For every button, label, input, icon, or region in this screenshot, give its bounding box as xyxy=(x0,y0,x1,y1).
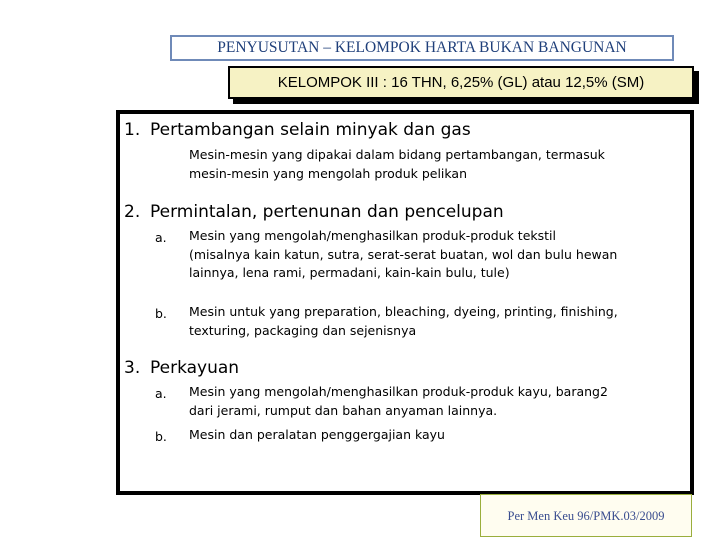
text-line: texturing, packaging dan sejenisnya xyxy=(189,322,417,338)
section-number: 2. xyxy=(124,202,141,222)
item-letter: b. xyxy=(155,306,167,321)
section-3-item-a xyxy=(189,383,608,420)
section-title: Perkayuan xyxy=(150,358,240,378)
item-letter: b. xyxy=(155,429,167,444)
item-letter: a. xyxy=(155,386,167,401)
text-line: (misalnya kain katun, sutra, serat-serat buatan, wol dan bulu hewan xyxy=(189,246,618,262)
section-3-item-b xyxy=(189,426,445,445)
item-letter: a. xyxy=(155,230,167,245)
section-title: Pertambangan selain minyak dan gas xyxy=(150,120,471,140)
text-line: mesin-mesin yang mengolah produk pelikan xyxy=(189,165,468,181)
page-title: PENYUSUTAN – KELOMPOK HARTA BUKAN BANGUNAN xyxy=(170,35,674,61)
section-1-text xyxy=(189,146,605,183)
text-line: Mesin yang mengolah/menghasilkan produk-produk kayu, barang2 xyxy=(189,384,608,399)
text-line: Mesin yang mengolah/menghasilkan produk-produk tekstil xyxy=(189,228,556,243)
section-number: 3. xyxy=(124,358,141,378)
section-heading-3 xyxy=(124,358,239,378)
section-heading-1 xyxy=(124,120,471,140)
section-number: 1. xyxy=(124,120,141,140)
group-subtitle: KELOMPOK III : 16 THN, 6,25% (GL) atau 12,5% (SM) xyxy=(228,66,694,99)
text-line: lainnya, lena rami, permadani, kain-kain bulu, tule) xyxy=(189,265,510,280)
section-title: Permintalan, pertenunan dan pencelupan xyxy=(150,202,504,222)
section-2-item-b xyxy=(189,303,618,340)
section-2-item-a xyxy=(189,227,617,283)
regulation-reference: Per Men Keu 96/PMK.03/2009 xyxy=(480,494,692,537)
text-line: Mesin untuk yang preparation, bleaching, dyeing, printing, finishing, xyxy=(189,304,618,319)
text-line: Mesin dan peralatan penggergajian kayu xyxy=(189,427,445,442)
section-heading-2 xyxy=(124,202,504,222)
text-line: dari jerami, rumput dan bahan anyaman lainnya. xyxy=(189,402,498,418)
text-line: Mesin-mesin yang dipakai dalam bidang pertambangan, termasuk xyxy=(189,147,605,162)
